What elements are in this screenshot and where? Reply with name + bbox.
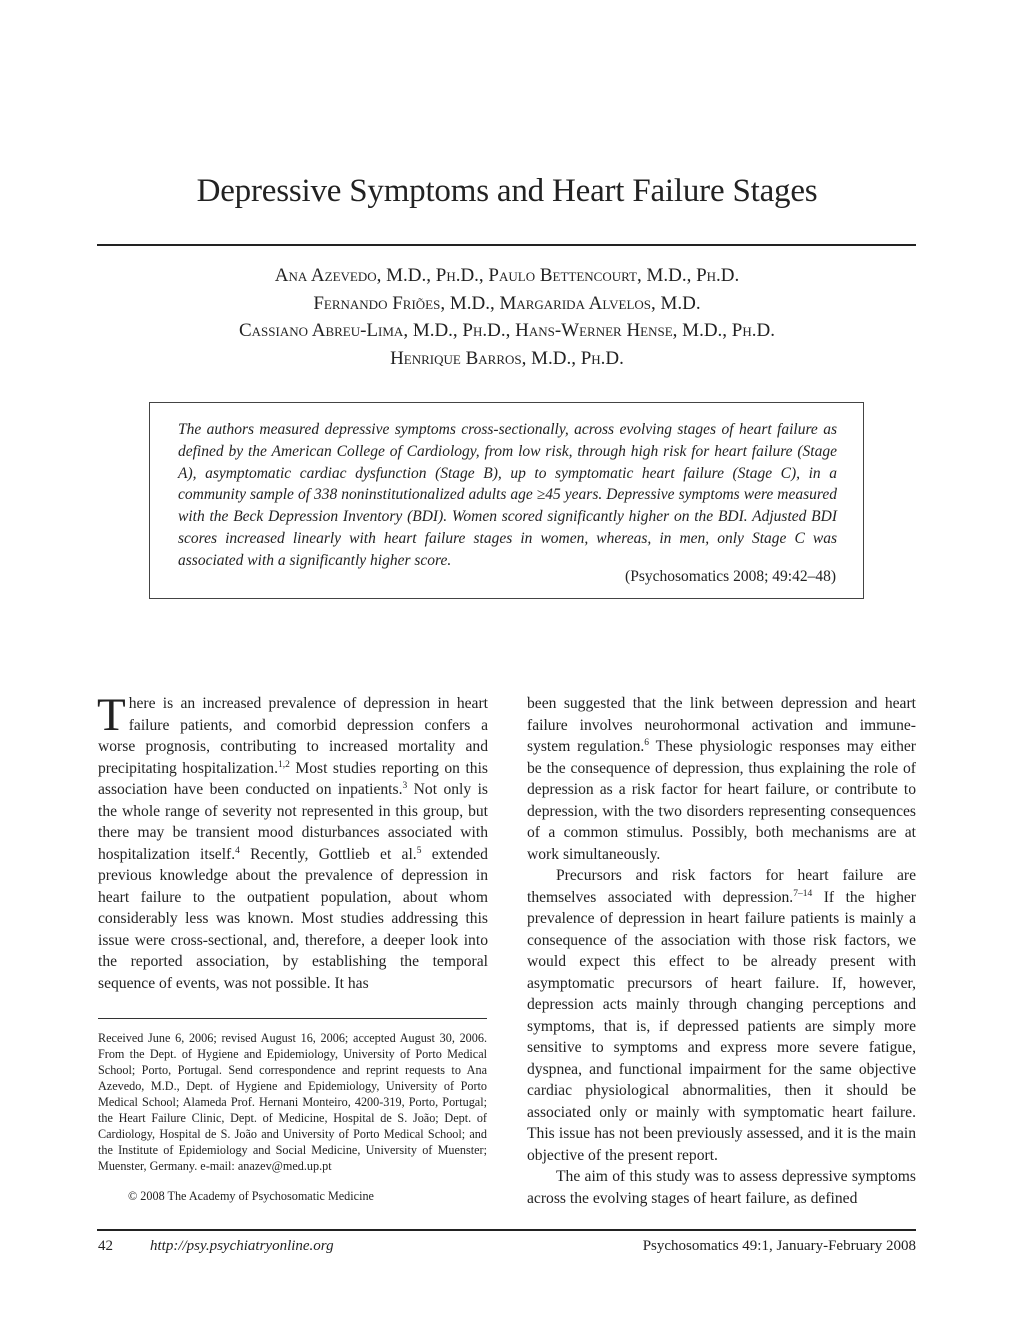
right-column bbox=[527, 693, 916, 1209]
footer-divider bbox=[97, 1229, 916, 1231]
reference-marker: 7–14 bbox=[793, 888, 813, 899]
reference-marker: 6 bbox=[644, 738, 650, 748]
received-footnote: Received June 6, 2006; revised August 16, 2006; accepted August 30, 2006. From the Dept. of Hygiene and Epidemiology, University of Porto Medical School; Porto, Portugal. Send correspondence and reprint requests to Ana Azevedo, M.D., Dept. of Hygiene and Epidemiology, University of Porto Medical School; Alameda Prof. Hernani Monteiro, 4200-319, Porto, Portugal; the Heart Failure Clinic, Dept. of Medicine, Hospital de S. João; Dept. of Cardiology, Hospital de S. João and University of Porto Medical School; and the Institute of Epidemiology and Social Medicine, University of Muenster; Muenster, Germany. e-mail: anazev@med.up.pt bbox=[98, 1031, 487, 1173]
reference-marker: 5 bbox=[416, 845, 422, 856]
author-line: Cassiano Abreu-Lima, M.D., Ph.D., Hans-Werner Hense, M.D., Ph.D. bbox=[239, 320, 775, 341]
abstract-text: The authors measured depressive symptoms cross-sectionally, across evolving stages of heart failure as defined by the American College of Cardiology, from low risk, through high risk for heart failure (Stage A), asymptomatic cardiac dysfunction (Stage B), up to symptomatic heart failure (Stage C), in a community sample of 338 noninstitutionalized adults age ≥45 years. Depressive symptoms were measured with the Beck Depression Inventory (BDI). Women scored significantly higher on the BDI. Adjusted BDI scores increased linearly with heart failure stages in women, whereas, in men, only Stage C was associated with a significantly higher score. bbox=[178, 421, 837, 569]
abstract-box bbox=[149, 402, 864, 599]
intro-paragraph: There is an increased prevalence of depression in heart failure patients, and comorbid depression confers a worse prognosis, contributing to increased mortality and precipitating hospitalization.$^{1,2}$ Most studies reporting on this association have been conducted on inpatients.$^3$ Not only is the whole range of severity not represented in this group, but there may be transient mood disturbances associated with hospitalization itself.$^4$ Recently, Gottlieb et al.$^5$ extended previous knowledge about the prevalence of depression in heart failure to the outpatient population, about whom considerably less was known. Most studies addressing this issue were cross-sectional, and, therefore, a deeper look into the reported association, by establishing the temporal sequence of events, was not possible. It has bbox=[97, 689, 489, 992]
author-list bbox=[0, 262, 1014, 372]
page-number: 42 bbox=[98, 1238, 113, 1254]
footnote-divider bbox=[98, 1018, 487, 1019]
author-line: Fernando Friões, M.D., Margarida Alvelos, M.D. bbox=[313, 292, 701, 314]
author-line: Ana Azevedo, M.D., Ph.D., Paulo Bettencourt, M.D., Ph.D. bbox=[274, 265, 740, 286]
reference-marker: 4 bbox=[235, 845, 240, 856]
abstract-citation: (Psychosomatics 2008; 49:42–48) bbox=[625, 568, 836, 585]
drop-cap: T bbox=[97, 689, 126, 741]
body-paragraph: been suggested that the link between depression and heart failure involves neurohormonal activation and immune-system regulation.$^6$ These physiologic responses may either be the consequence of depression, thus explaining the role of depression as a risk factor for heart failure, or contribute to depression, with the two disorders representing consequences of a common stimulus. Possibly, both mechanisms are at work simultaneously. bbox=[527, 695, 916, 863]
title-divider bbox=[97, 244, 916, 246]
copyright-notice: © 2008 The Academy of Psychosomatic Medicine bbox=[128, 1189, 374, 1203]
reference-marker: 1,2 bbox=[278, 759, 290, 770]
left-column bbox=[97, 689, 489, 994]
journal-issue: Psychosomatics 49:1, January-February 2008 bbox=[642, 1238, 916, 1254]
journal-url[interactable]: http://psy.psychiatryonline.org bbox=[150, 1238, 334, 1254]
reference-marker: 3 bbox=[402, 781, 408, 791]
body-paragraph: Precursors and risk factors for heart failure are themselves associated with depression.$^{7-14}$ If the higher prevalence of depression in heart failure patients is mainly a consequence of the association with those risk factors, we would expect this effect to be already present with asymptomatic precursors of heart failure. If, however, depression acts mainly through changing perceptions and symptoms, that is, if depressed patients are simply more sensitive to symptoms and express more severe fatigue, dyspnea, and functional impairment for the same objective cardiac physiological abnormalities, then it should be associated only or mainly with symptomatic heart failure. This issue has not been previously assessed, and it is the main objective of the present report. bbox=[527, 867, 916, 1164]
body-paragraph: The aim of this study was to assess depressive symptoms across the evolving stages of heart failure, as defined bbox=[527, 1168, 916, 1207]
article-title: Depressive Symptoms and Heart Failure Stages bbox=[196, 173, 818, 209]
author-line: Henrique Barros, M.D., Ph.D. bbox=[390, 347, 624, 369]
